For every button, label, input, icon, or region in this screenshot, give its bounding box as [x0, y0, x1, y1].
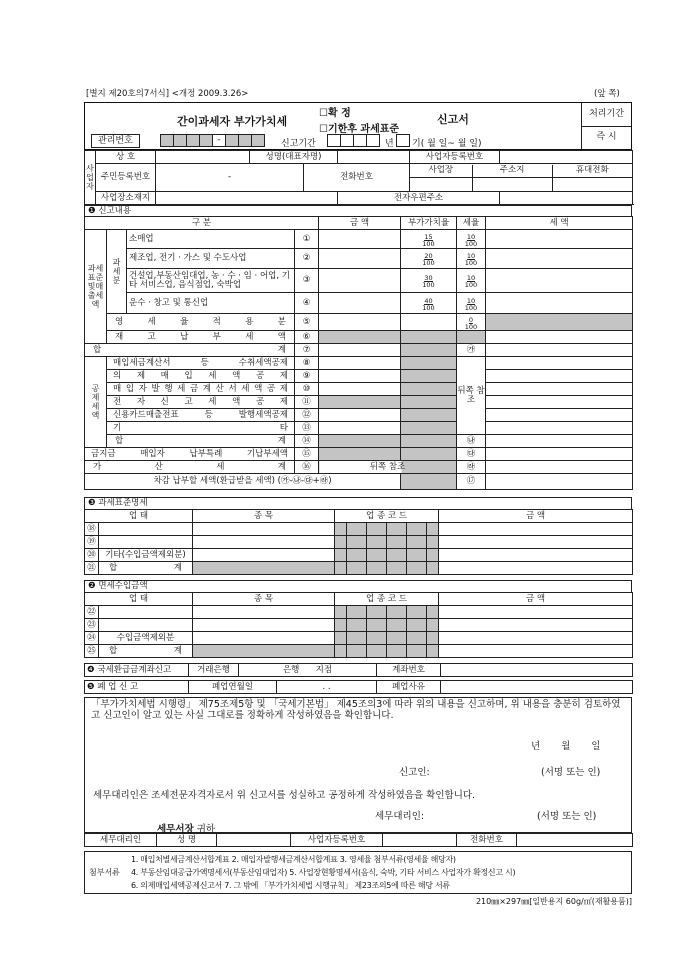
title-suffix: 신고서 [437, 113, 469, 126]
amount-field[interactable] [439, 562, 633, 575]
period-term-label: 기( 월 일~ 월 일) [412, 139, 482, 149]
industry-code-cell[interactable] [427, 562, 439, 575]
filer-signature[interactable]: (서명 또는 인) [541, 767, 601, 778]
tax-amount-field[interactable] [486, 344, 633, 357]
agent-declaration-text: 세무대리인은 조세전문자격자로서 위 신고서를 성실하고 공정하게 작성하였음을 확인합니다. [93, 790, 476, 801]
rrn-label: 주민등록번호 [96, 164, 156, 192]
item-field[interactable] [193, 523, 335, 536]
tax-amount-field[interactable] [486, 422, 633, 435]
rrn-field[interactable]: - [156, 164, 304, 192]
row-number: ⑱ [85, 523, 99, 536]
see-back-note: 뒤쪽 참조 [319, 461, 457, 474]
industry-code-cell[interactable] [347, 632, 367, 645]
period-year-label: 년 [385, 139, 394, 149]
tax-amount-field[interactable] [486, 249, 633, 269]
processing-value: 즉 시 [596, 132, 617, 142]
tax-rate [457, 230, 486, 249]
business-type-field: 기타(수입금액제외분) [99, 549, 193, 562]
bank-label: 거래은행 [189, 664, 239, 677]
bank-suffix: 은행 [282, 664, 300, 675]
industry-code-cell[interactable] [347, 606, 367, 619]
bank-field[interactable] [239, 664, 377, 677]
zero-rate-label: 영 세 율 적 용 분 [107, 314, 295, 331]
amount-field[interactable] [439, 632, 633, 645]
tax-base-detail-title: ❸ 과세표준명세 [88, 498, 148, 508]
industry-code-cell[interactable] [347, 562, 367, 575]
industry-code-cell[interactable] [367, 523, 387, 536]
row-number: ⑩ [295, 383, 319, 396]
shaded-cell [401, 435, 457, 448]
industry-code-cell[interactable] [367, 549, 387, 562]
biz-reg-label: 사업자등록번호 [410, 151, 500, 164]
attachment-line: 4. 부동산임대공급가액명세서(부동산임대업자) 5. 사업장현황명세서(음식, 숙박, 기타 서비스 사업자가 확정신고 시) [131, 868, 516, 877]
agent-reg-field[interactable] [383, 834, 457, 847]
industry-code-cell[interactable] [335, 536, 347, 549]
rep-name-field[interactable] [338, 151, 410, 164]
amount-field[interactable] [439, 536, 633, 549]
closure-title: ❺ 폐 업 신 고 [85, 681, 189, 694]
column-header: 업 태 [85, 593, 193, 606]
deduction-label: 전 자 신 고 세 액 공 제 [107, 396, 295, 409]
mobile-label: 휴대전화 [552, 165, 632, 178]
row-number: ㉓ [85, 619, 99, 632]
industry-code-cell[interactable] [387, 606, 407, 619]
tax-amount-field[interactable] [486, 396, 633, 409]
industry-code-cell[interactable] [387, 562, 407, 575]
value-added-rate [401, 230, 457, 249]
declaration-date[interactable]: 년 월 일 [531, 741, 601, 752]
deduction-label: 신용카드매출전표 등 발행세액공제 [107, 409, 295, 422]
deduction-label: 매 입 자 발 행 세 금 계 산 서 세 액 공 제 [107, 383, 295, 396]
declaration-box [84, 697, 632, 833]
industry-code-cell[interactable] [407, 549, 427, 562]
tax-amount-field[interactable] [486, 357, 633, 370]
declaration-text: 「부가가치세법 시행령」 제75조제5항 및 「국세기본법」 제45조의3에 따라 위의 내용을 신고하며, 위 내용을 충분히 검토하였고 신고인이 알고 있는 사실 그대로를 정확하게 작성하였음을 확인합니다. [91, 699, 621, 721]
mgmt-label: 관리번호 [91, 134, 140, 148]
refund-account-table [84, 663, 633, 677]
business-type-field: 합 계 [99, 645, 193, 658]
total-label: 합 계 [107, 435, 295, 448]
agent-phone-label: 전화번호 [457, 834, 517, 847]
shaded-cell [319, 396, 401, 409]
industry-code-cell[interactable] [407, 632, 427, 645]
business-type-field: 합 계 [99, 562, 193, 575]
tax-rate [457, 293, 486, 314]
phone-label: 전화번호 [304, 164, 410, 192]
row-number: ㉒ [85, 606, 99, 619]
tax-amount-field[interactable] [486, 370, 633, 383]
tax-amount-field[interactable] [486, 448, 633, 461]
item-field[interactable] [193, 632, 335, 645]
column-header: 구 분 [85, 217, 319, 230]
address-field[interactable] [156, 192, 338, 205]
rate-fraction: $\frac{30}{100}$ [422, 274, 435, 289]
phone-grid [410, 164, 633, 192]
value-added-rate [401, 314, 457, 331]
item-field[interactable] [193, 549, 335, 562]
deduction-label: 의 제 매 입 세 액 공 제 [107, 370, 295, 383]
row-number: ⑬ [295, 422, 319, 435]
business-type-field[interactable] [99, 606, 193, 619]
industry-code-cell[interactable] [387, 523, 407, 536]
item-field[interactable] [193, 619, 335, 632]
amount-field[interactable] [439, 549, 633, 562]
row-number: ③ [295, 269, 319, 293]
item-field[interactable] [193, 536, 335, 549]
mobile-field[interactable] [552, 178, 632, 191]
rate-fraction: $\frac{40}{100}$ [422, 296, 435, 312]
email-field[interactable] [500, 192, 633, 205]
deduction-label: 기 타 [107, 422, 295, 435]
row-number: ④ [295, 293, 319, 314]
taxable-side-label: 과세분 [107, 230, 127, 314]
industry-code-cell[interactable] [347, 536, 367, 549]
business-side-label: 사업자 [85, 151, 96, 205]
total-mark: ㉰ [457, 448, 486, 461]
agent-phone-field[interactable] [517, 834, 633, 847]
rate-fraction: $\frac{10}{100}$ [464, 296, 478, 312]
industry-code-cell[interactable] [427, 606, 439, 619]
industry-code-cell[interactable] [367, 562, 387, 575]
tax-row-label: 운수 · 창고 및 통신업 [127, 293, 295, 314]
period-label: 신고기간 [281, 139, 316, 149]
closure-table [84, 680, 633, 694]
shaded-cell [319, 435, 401, 448]
form-title: 간이과세자 부가가치세 [177, 115, 288, 128]
account-field[interactable] [441, 664, 633, 677]
row-number: ⑪ [295, 396, 319, 409]
rate-fraction: $\frac{10}{100}$ [464, 274, 478, 289]
tax-amount-field[interactable] [486, 435, 633, 448]
total-label: 합 계 [85, 344, 295, 357]
industry-code-cell[interactable] [407, 562, 427, 575]
rate-fraction: $\frac{15}{100}$ [422, 232, 435, 248]
amount-field[interactable] [439, 523, 633, 536]
row-number: ⑦ [295, 344, 319, 357]
shaded-cell [401, 370, 457, 383]
shaded-cell [401, 396, 457, 409]
row-number: ⑳ [85, 549, 99, 562]
shaded-cell [401, 409, 457, 422]
industry-code-cell[interactable] [387, 619, 407, 632]
rate-fraction: $\frac{10}{100}$ [464, 252, 478, 267]
exempt-income-title: ❷ 면세수입금액 [88, 581, 148, 591]
phone-site-label: 사업장 [410, 165, 472, 178]
column-header: 금 액 [439, 593, 633, 606]
value-added-rate [401, 249, 457, 269]
shaded-cell [319, 448, 401, 461]
amount-field[interactable] [319, 249, 401, 269]
tax-rate [457, 314, 486, 331]
amount-field[interactable] [439, 645, 633, 658]
trade-name-label: 상 호 [96, 151, 156, 164]
trade-name-field[interactable] [156, 151, 250, 164]
deduction-label: 매입세금계산서 등 수취세액공제 [107, 357, 295, 370]
tax-office: 세무서장 [157, 824, 194, 835]
form-id: [별지 제20호의7서식] <개정 2009.3.26> [86, 89, 249, 99]
amount-field[interactable] [319, 230, 401, 249]
amount-field[interactable] [319, 344, 401, 357]
phone-subtable [410, 165, 632, 191]
industry-code-cell[interactable] [407, 523, 427, 536]
industry-code-cell[interactable] [387, 632, 407, 645]
amount-field[interactable] [319, 422, 401, 435]
paper-spec: 210㎜×297㎜[일반용지 60g/㎡(재활용품)] [475, 897, 632, 906]
industry-code-cell[interactable] [407, 619, 427, 632]
amount-field[interactable] [319, 370, 401, 383]
business-type-field[interactable] [99, 523, 193, 536]
shaded-cell [401, 474, 457, 490]
row-number: ⑥ [295, 331, 319, 344]
exempt-income-table [84, 592, 633, 658]
agent-reg-label: 사업자등록번호 [291, 834, 383, 847]
industry-code-cell[interactable] [387, 536, 407, 549]
agent-name-label: 성 명 [157, 834, 217, 847]
row-number: ⑰ [457, 474, 486, 490]
column-header: 종 목 [193, 510, 335, 523]
tax-rate [457, 269, 486, 293]
industry-code-cell[interactable] [367, 536, 387, 549]
tax-row-label: 소매업 [127, 230, 295, 249]
industry-code-cell[interactable] [407, 606, 427, 619]
industry-code-cell[interactable] [367, 606, 387, 619]
closure-reason-label: 폐업사유 [377, 681, 441, 694]
industry-code-cell[interactable] [427, 536, 439, 549]
agent-name-field[interactable] [217, 834, 291, 847]
amount-field[interactable] [319, 357, 401, 370]
business-info-table [84, 150, 633, 205]
option-final[interactable]: ☐확 정 [319, 108, 351, 119]
payable-tax-label: 차감 납부할 세액(환급받을 세액) (㉮-㉯-㉰+㉱) [85, 474, 401, 490]
industry-code-cell[interactable] [407, 536, 427, 549]
account-label: 계좌번호 [377, 664, 441, 677]
tax-amount-field[interactable] [486, 293, 633, 314]
email-label: 전자우편주소 [338, 192, 500, 205]
amount-field[interactable] [319, 314, 401, 331]
row-number: ⑭ [295, 435, 319, 448]
mgmt-number-field[interactable]: - [161, 134, 265, 147]
tax-rate [457, 249, 486, 269]
row-number: ⑫ [295, 409, 319, 422]
tax-amount-field[interactable] [486, 409, 633, 422]
agent-label: 세무대리인: [375, 811, 425, 822]
attachment-line: 1. 매입처별세금계산서합계표 2. 매입자발행세금계산서합계표 3. 영세율 첨부서류(영세율 해당자) [131, 855, 456, 864]
attachments-box [84, 851, 632, 894]
row-number: ⑲ [85, 536, 99, 549]
row-number: ⑤ [295, 314, 319, 331]
amount-field[interactable] [439, 606, 633, 619]
industry-code-cell[interactable] [335, 619, 347, 632]
attachment-line: 6. 의제매입세액공제신고서 7. 그 밖에 「부가가치세법 시행규칙」 제23조의5에 따른 해당 서류 [131, 881, 450, 890]
option-late[interactable]: ☐기한후 과세표준 [319, 124, 400, 135]
inventory-tax-label: 재 고 납 부 세 액 [107, 331, 295, 344]
industry-code-cell[interactable] [335, 562, 347, 575]
value-added-rate [401, 293, 457, 314]
tax-row-label: 건설업,부동산임대업, 농 · 수 · 임 · 어업, 기타 서비스업, 음식점업, 숙박업 [127, 269, 295, 293]
addressee-suffix: 귀하 [196, 824, 216, 835]
industry-code-cell[interactable] [335, 549, 347, 562]
shaded-cell [401, 383, 457, 396]
total-mark: ㉯ [457, 435, 486, 448]
row-number: ⑧ [295, 357, 319, 370]
tax-amount-field[interactable] [486, 269, 633, 293]
processing-label: 처리기간 [582, 103, 631, 127]
shaded-cell [193, 645, 335, 658]
industry-code-cell[interactable] [387, 549, 407, 562]
closure-date-label: 폐업연월일 [189, 681, 277, 694]
tax-base-detail-header [84, 497, 632, 509]
closure-reason-field[interactable] [441, 681, 633, 694]
refund-account-title: ❹ 국세환급금계좌신고 [85, 664, 189, 677]
industry-code-cell[interactable] [367, 619, 387, 632]
business-type-field[interactable] [99, 619, 193, 632]
rate-fraction: $\frac{20}{100}$ [422, 252, 435, 267]
section1-title: ❶ 신고내용 [88, 206, 132, 216]
industry-code-cell[interactable] [335, 606, 347, 619]
industry-code-cell[interactable] [367, 645, 387, 658]
tax-amount-field[interactable] [486, 331, 633, 344]
business-type-field[interactable] [99, 536, 193, 549]
see-back-note: 뒤쪽 참조 [457, 357, 486, 435]
shaded-cell [193, 562, 335, 575]
amount-field[interactable] [319, 269, 401, 293]
industry-code-cell[interactable] [335, 632, 347, 645]
title-box [84, 102, 632, 150]
industry-code-cell[interactable] [347, 523, 367, 536]
shaded-cell [457, 331, 486, 344]
amount-field[interactable] [319, 409, 401, 422]
rate-fraction: $\frac{10}{100}$ [464, 232, 478, 248]
period-year-field[interactable] [328, 134, 380, 147]
tax-content-table [84, 216, 633, 490]
rep-name-label: 성명(대표자명) [250, 151, 338, 164]
industry-code-cell[interactable] [427, 619, 439, 632]
penalty-tax-label: 가 산 세 계 [85, 461, 295, 474]
shaded-cell [319, 331, 401, 344]
industry-code-cell[interactable] [387, 645, 407, 658]
row-number: ⑯ [295, 461, 319, 474]
address-label: 사업장소재지 [96, 192, 156, 205]
industry-code-cell[interactable] [427, 645, 439, 658]
industry-code-cell[interactable] [347, 645, 367, 658]
total-mark: ㉮ [457, 344, 486, 357]
industry-code-cell[interactable] [335, 523, 347, 536]
row-number: ㉑ [85, 562, 99, 575]
payable-tax-field[interactable] [486, 474, 633, 490]
industry-code-cell[interactable] [407, 645, 427, 658]
industry-code-cell[interactable] [367, 632, 387, 645]
shaded-cell [401, 422, 457, 435]
tax-amount-field[interactable] [486, 383, 633, 396]
tax-amount-field[interactable] [486, 230, 633, 249]
gold-special-label: 금지금 매입자 납부특례 기납부세액 [85, 448, 295, 461]
deduction-side-label: 공제세액 [85, 357, 107, 448]
value-added-rate [401, 269, 457, 293]
tax-base-detail-table [84, 509, 633, 575]
industry-code-cell[interactable] [347, 549, 367, 562]
branch-suffix: 지점 [315, 664, 333, 675]
sales-tax-side-label: 과세표준및매출세액 [85, 230, 107, 344]
row-number: ㉔ [85, 632, 99, 645]
column-header: 부가가치율 [401, 217, 457, 230]
agent-table [84, 833, 633, 847]
column-header: 업 종 코 드 [335, 593, 439, 606]
phone-site-field[interactable] [410, 178, 472, 191]
biz-reg-field[interactable] [500, 151, 633, 164]
column-header: 금 액 [439, 510, 633, 523]
shaded-cell [401, 331, 457, 344]
shaded-cell [401, 448, 457, 461]
exempt-income-header [84, 580, 632, 592]
tax-amount-field[interactable] [486, 461, 633, 474]
attachments-label: 첨부서류 [89, 868, 120, 877]
column-header: 금 액 [319, 217, 401, 230]
agent-row-label: 세무대리인 [85, 834, 157, 847]
row-number: ⑮ [295, 448, 319, 461]
row-number: ① [295, 230, 319, 249]
industry-code-cell[interactable] [427, 523, 439, 536]
column-header: 종 목 [193, 593, 335, 606]
column-header: 업 종 코 드 [335, 510, 439, 523]
amount-field[interactable] [439, 619, 633, 632]
shaded-cell [401, 357, 457, 370]
page-side: (앞 쪽) [594, 89, 620, 99]
closure-date-field[interactable]: . . [277, 681, 377, 694]
row-number: ⑨ [295, 370, 319, 383]
phone-home-field[interactable] [472, 178, 552, 191]
column-header: 업 태 [85, 510, 193, 523]
business-type-field: 수입금액제외분 [99, 632, 193, 645]
shaded-cell [401, 344, 457, 357]
amount-field[interactable] [319, 293, 401, 314]
period-term-field[interactable] [397, 134, 410, 147]
total-mark: ㉱ [457, 461, 486, 474]
row-number: ㉕ [85, 645, 99, 658]
filer-label: 신고인: [399, 767, 430, 778]
amount-field[interactable] [319, 383, 401, 396]
industry-code-cell[interactable] [427, 632, 439, 645]
industry-code-cell[interactable] [335, 645, 347, 658]
processing-box [581, 103, 631, 149]
industry-code-cell[interactable] [427, 549, 439, 562]
attachments-area [84, 851, 632, 907]
item-field[interactable] [193, 606, 335, 619]
industry-code-cell[interactable] [347, 619, 367, 632]
tax-row-label: 제조업, 전기 · 가스 및 수도사업 [127, 249, 295, 269]
agent-signature[interactable]: (서명 또는 인) [537, 811, 597, 822]
row-number: ② [295, 249, 319, 269]
column-header: 세율 [457, 217, 486, 230]
rate-fraction: $\frac{0}{100}$ [464, 315, 478, 331]
phone-home-label: 주소지 [472, 165, 552, 178]
column-header: 세 액 [486, 217, 633, 230]
shaded-cell [486, 314, 633, 331]
